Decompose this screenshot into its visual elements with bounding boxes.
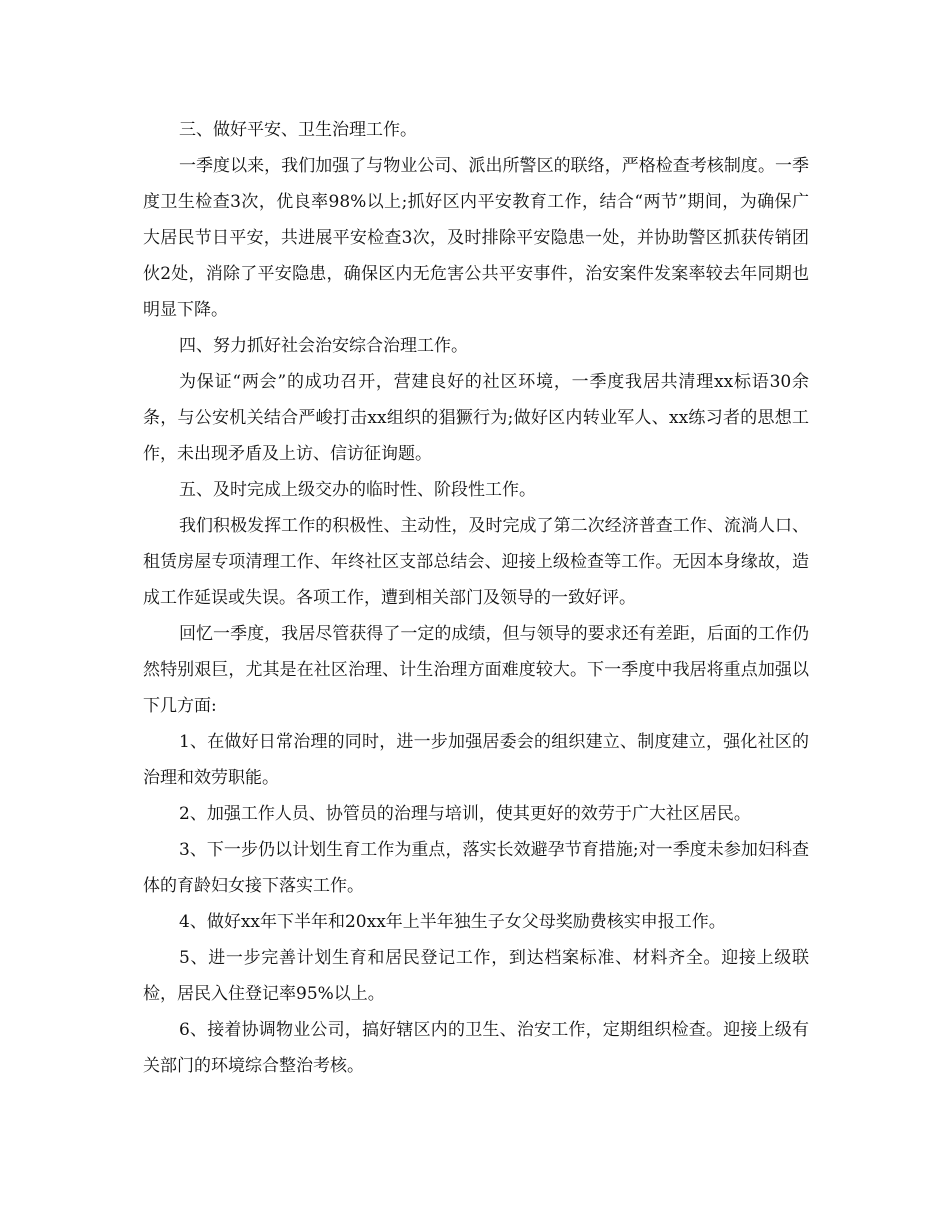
document-body bbox=[143, 112, 809, 1084]
paragraph-public-security: 为保证“两会”的成功召开，营建良好的社区环境，一季度我居共清理xx标语30余条，与公安机关结合严峻打击xx组织的猖獗行为;做好区内转业军人、xx练习者的思想工作，未出现矛盾及上访、信访征询题。 bbox=[143, 372, 809, 464]
list-item-5: 5、进一步完善计划生育和居民登记工作，到达档案标准、材料齐全。迎接上级联检，居民入住登记率95%以上。 bbox=[143, 948, 809, 1004]
list-item-4: 4、做好xx年下半年和20xx年上半年独生子女父母奖励费核实申报工作。 bbox=[179, 912, 726, 932]
section-heading-temporary-tasks: 五、及时完成上级交办的临时性、阶段性工作。 bbox=[179, 480, 536, 500]
section-heading-public-security: 四、努力抓好社会治安综合治理工作。 bbox=[179, 336, 468, 356]
paragraph-review: 回忆一季度，我居尽管获得了一定的成绩，但与领导的要求还有差距，后面的工作仍然特别艰巨，尤其是在社区治理、计生治理方面难度较大。下一季度中我居将重点加强以下几方面: bbox=[143, 624, 809, 716]
list-item-2: 2、加强工作人员、协管员的治理与培训，使其更好的效劳于广大社区居民。 bbox=[179, 804, 751, 824]
list-item-3: 3、下一步仍以计划生育工作为重点，落实长效避孕节育措施;对一季度未参加妇科查体的育龄妇女接下落实工作。 bbox=[143, 840, 809, 896]
list-item-1: 1、在做好日常治理的同时，进一步加强居委会的组织建立、制度建立，强化社区的治理和效劳职能。 bbox=[143, 732, 809, 788]
paragraph-temporary-tasks: 我们积极发挥工作的积极性、主动性，及时完成了第二次经济普查工作、流淌人口、租赁房屋专项清理工作、年终社区支部总结会、迎接上级检查等工作。无因本身缘故，造成工作延误或失误。各项工作，遭到相关部门及领导的一致好评。 bbox=[143, 516, 809, 608]
paragraph-safety-work: 一季度以来，我们加强了与物业公司、派出所警区的联络，严格检查考核制度。一季度卫生检查3次，优良率98%以上;抓好区内平安教育工作，结合“两节”期间，为确保广大居民节日平安，共进展平安检查3次，及时排除平安隐患一处，并协助警区抓获传销团伙2处，消除了平安隐患，确保区内无危害公共平安事件，治安案件发案率较去年同期也明显下降。 bbox=[143, 156, 809, 320]
section-heading-safety-sanitation: 三、做好平安、卫生治理工作。 bbox=[179, 120, 417, 140]
list-item-6: 6、接着协调物业公司，搞好辖区内的卫生、治安工作，定期组织检查。迎接上级有关部门的环境综合整治考核。 bbox=[143, 1020, 809, 1076]
